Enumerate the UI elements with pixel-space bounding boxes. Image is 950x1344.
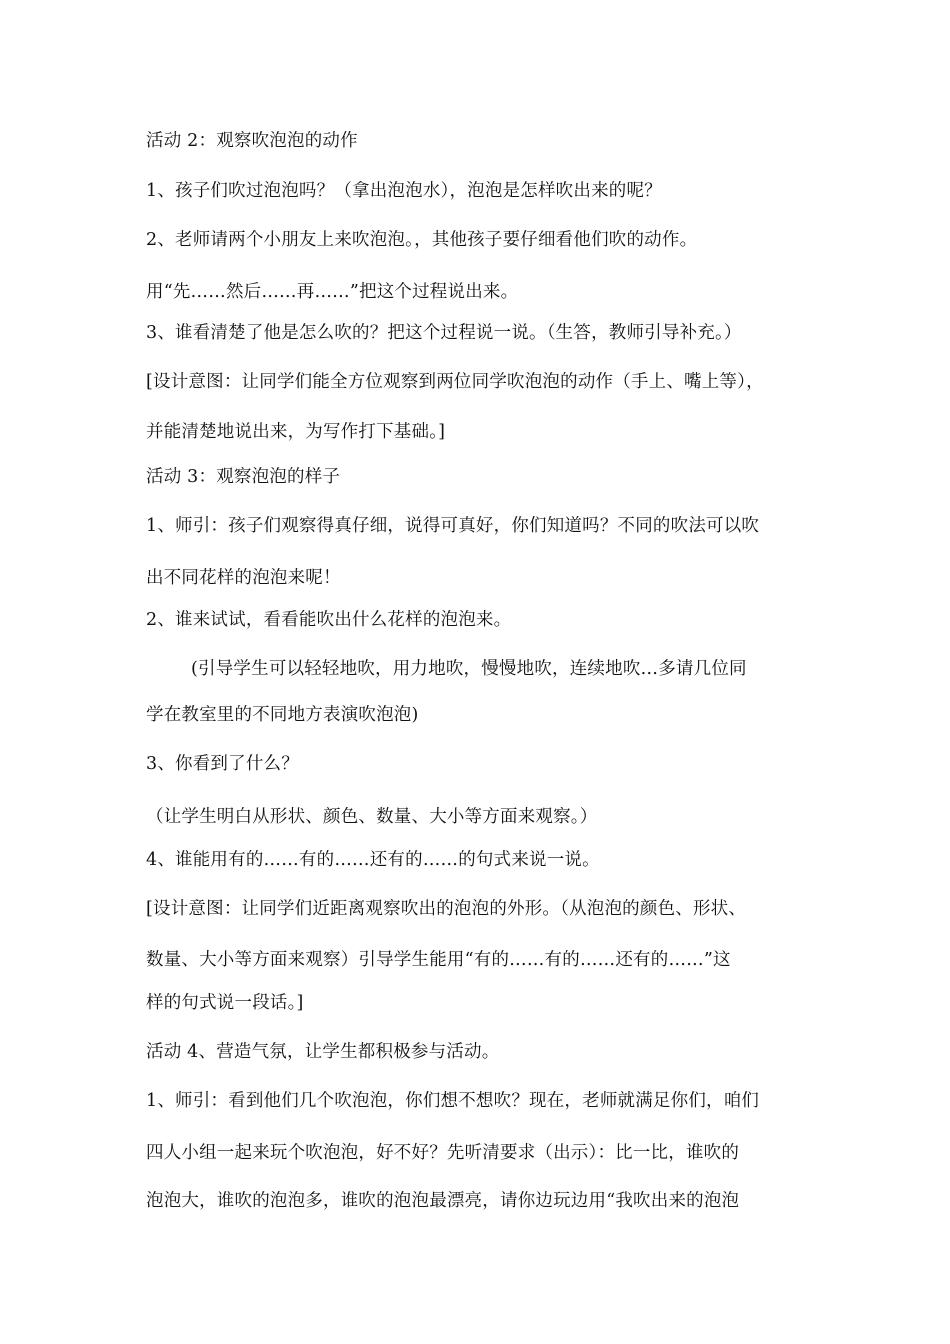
text-line: 1、师引：孩子们观察得真仔细，说得可真好，你们知道吗？不同的吹法可以吹 [146, 516, 760, 536]
design-intent-line: 数量、大小等方面来观察）引导学生能用“有的……有的……还有的……”这 [146, 950, 731, 970]
text-line: 用“先……然后……再……”把这个过程说出来。 [146, 282, 519, 302]
design-intent-line: [设计意图：让同学们近距离观察吹出的泡泡的外形。（从泡泡的颜色、形状、 [146, 899, 747, 919]
text-line: 1、师引：看到他们几个吹泡泡，你们想不想吹？现在，老师就满足你们，咱们 [146, 1091, 760, 1111]
text-line: 泡泡大，谁吹的泡泡多，谁吹的泡泡最漂亮，请你边玩边用“我吹出来的泡泡 [146, 1191, 740, 1211]
activity-2-heading: 活动 2：观察吹泡泡的动作 [146, 131, 358, 151]
text-line: 3、你看到了什么？ [146, 754, 299, 774]
text-line: 学在教室里的不同地方表演吹泡泡) [146, 705, 419, 725]
text-line: 出不同花样的泡泡来呢！ [146, 568, 341, 588]
text-line: 1、孩子们吹过泡泡吗？（拿出泡泡水），泡泡是怎样吹出来的呢？ [146, 181, 662, 201]
text-line: 4、谁能用有的……有的……还有的……的句式来说一说。 [146, 850, 600, 870]
text-line: 2、谁来试试，看看能吹出什么花样的泡泡来。 [146, 610, 512, 630]
design-intent-line: [设计意图：让同学们能全方位观察到两位同学吹泡泡的动作（手上、嘴上等）， [146, 372, 764, 392]
activity-3-heading: 活动 3：观察泡泡的样子 [146, 467, 341, 487]
activity-4-heading: 活动 4、营造气氛，让学生都积极参与活动。 [146, 1042, 500, 1062]
text-line: (引导学生可以轻轻地吹，用力地吹，慢慢地吹，连续地吹…多请几位同 [191, 659, 747, 679]
text-line: （让学生明白从形状、颜色、数量、大小等方面来观察。） [146, 807, 598, 827]
design-intent-line: 样的句式说一段话。] [146, 993, 304, 1013]
text-line: 3、谁看清楚了他是怎么吹的？把这个过程说一说。（生答，教师引导补充。） [146, 323, 742, 343]
design-intent-line: 并能清楚地说出来，为写作打下基础。] [146, 422, 446, 442]
text-line: 四人小组一起来玩个吹泡泡，好不好？先听清要求（出示）：比一比，谁吹的 [146, 1143, 740, 1163]
text-line: 2、老师请两个小朋友上来吹泡泡。，其他孩子要仔细看他们吹的动作。 [146, 230, 698, 250]
